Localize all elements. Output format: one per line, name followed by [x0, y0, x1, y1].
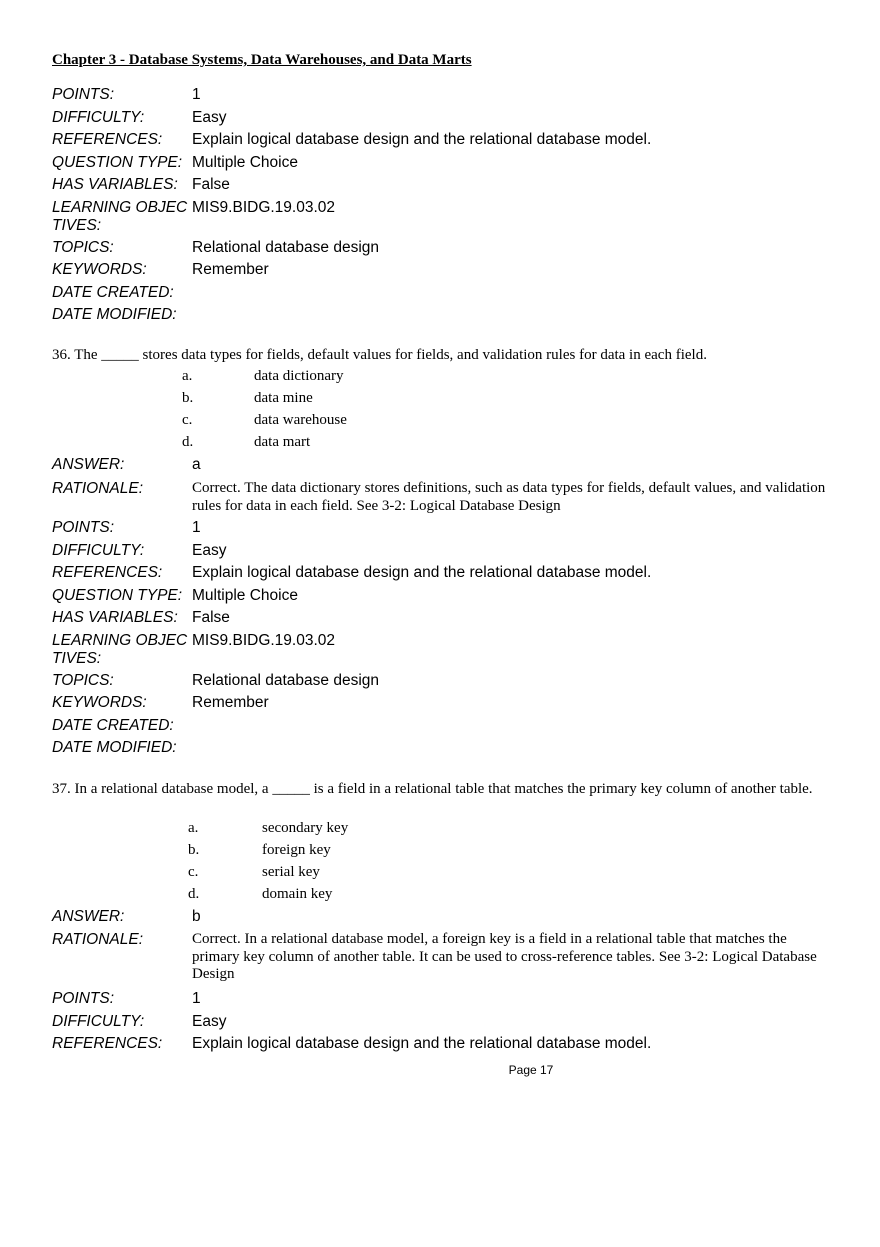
difficulty-value: Easy: [192, 108, 227, 126]
option-letter: d.: [182, 434, 194, 450]
topics-label: TOPICS:: [52, 671, 114, 689]
question-type-label: QUESTION TYPE:: [52, 153, 183, 171]
references-value: Explain logical database design and the relational database model.: [192, 131, 652, 148]
option-text: data mart: [254, 434, 311, 450]
option-letter: a.: [188, 820, 199, 836]
topics-label: TOPICS:: [52, 238, 114, 256]
difficulty-label: DIFFICULTY:: [52, 1012, 145, 1030]
learning-objectives-label-line2: TIVES:: [52, 216, 102, 234]
has-variables-label: HAS VARIABLES:: [52, 176, 178, 193]
page-number: Page 17: [508, 1063, 554, 1077]
keywords-value: Remember: [192, 694, 269, 711]
date-modified-label: DATE MODIFIED:: [52, 306, 177, 323]
difficulty-label: DIFFICULTY:: [52, 541, 145, 559]
learning-objectives-label-line2: TIVES:: [52, 649, 102, 667]
has-variables-value: False: [192, 176, 230, 193]
references-label: REFERENCES:: [52, 564, 163, 581]
option-text: data dictionary: [254, 368, 344, 384]
points-value: 1: [192, 990, 201, 1007]
question-36-text: 36. The _____ stores data types for fields, default values for fields, and validation rules for data in each field.: [52, 347, 707, 363]
metadata-block-37: [52, 990, 842, 1058]
references-value: Explain logical database design and the relational database model.: [192, 564, 652, 581]
difficulty-value: Easy: [192, 1012, 227, 1030]
metadata-block-36: [52, 519, 842, 762]
difficulty-value: Easy: [192, 541, 227, 559]
has-variables-value: False: [192, 609, 230, 626]
metadata-block-1: [52, 86, 842, 329]
question-type-value: Multiple Choice: [192, 153, 298, 171]
learning-objectives-value: MIS9.BIDG.19.03.02: [192, 198, 336, 216]
option-text: secondary key: [262, 820, 349, 836]
rationale-label: RATIONALE:: [52, 931, 144, 948]
references-label: REFERENCES:: [52, 131, 163, 148]
date-created-label: DATE CREATED:: [52, 283, 174, 301]
topics-value: Relational database design: [192, 671, 379, 689]
answer-label: ANSWER:: [52, 456, 125, 473]
option-letter: b.: [182, 390, 194, 406]
question-37-text: 37. In a relational database model, a _____ is a field in a relational table that matches the primary key column of another table.: [52, 781, 813, 797]
answer-row-37: [52, 908, 842, 931]
learning-objectives-label-line1: LEARNING OBJEC: [52, 631, 188, 649]
learning-objectives-label: [52, 199, 192, 235]
points-label: POINTS:: [52, 86, 115, 103]
points-value: 1: [192, 86, 201, 103]
points-value: 1: [192, 519, 201, 536]
keywords-label: KEYWORDS:: [52, 694, 147, 711]
difficulty-label: DIFFICULTY:: [52, 108, 145, 126]
has-variables-label: HAS VARIABLES:: [52, 609, 178, 626]
date-modified-label: DATE MODIFIED:: [52, 739, 177, 756]
rationale-37-text: Correct. In a relational database model, a foreign key is a field in a relational table that matches the primary key column of another table. It can be used to cross-reference tables. See 3-2: Logical Database Design: [192, 931, 817, 982]
option-letter: b.: [188, 842, 200, 858]
option-text: data warehouse: [254, 412, 347, 428]
answer-row-36: [52, 456, 842, 479]
rationale-label: RATIONALE:: [52, 480, 144, 497]
learning-objectives-label-line1: LEARNING OBJEC: [52, 198, 188, 216]
date-created-label: DATE CREATED:: [52, 716, 174, 734]
option-letter: a.: [182, 368, 193, 384]
points-label: POINTS:: [52, 990, 115, 1007]
topics-value: Relational database design: [192, 238, 379, 256]
option-letter: c.: [182, 412, 193, 428]
question-type-value: Multiple Choice: [192, 586, 298, 604]
question-type-label: QUESTION TYPE:: [52, 586, 183, 604]
option-text: domain key: [262, 886, 333, 902]
option-letter: c.: [188, 864, 199, 880]
keywords-label: KEYWORDS:: [52, 261, 147, 278]
answer-value: a: [192, 456, 201, 473]
references-value: Explain logical database design and the relational database model.: [192, 1035, 652, 1052]
answer-label: ANSWER:: [52, 908, 125, 925]
learning-objectives-value: MIS9.BIDG.19.03.02: [192, 631, 336, 649]
keywords-value: Remember: [192, 261, 269, 278]
chapter-heading: Chapter 3 - Database Systems, Data Warehouses, and Data Marts: [52, 52, 472, 68]
option-text: serial key: [262, 864, 320, 880]
answer-value: b: [192, 908, 201, 925]
points-label: POINTS:: [52, 519, 115, 536]
learning-objectives-label: [52, 632, 192, 668]
rationale-36-text: Correct. The data dictionary stores definitions, such as data types for fields, default values, and validation rules for data in each field. See 3-2: Logical Database Design: [192, 480, 826, 514]
option-text: foreign key: [262, 842, 331, 858]
references-label: REFERENCES:: [52, 1035, 163, 1052]
option-letter: d.: [188, 886, 200, 902]
option-text: data mine: [254, 390, 313, 406]
